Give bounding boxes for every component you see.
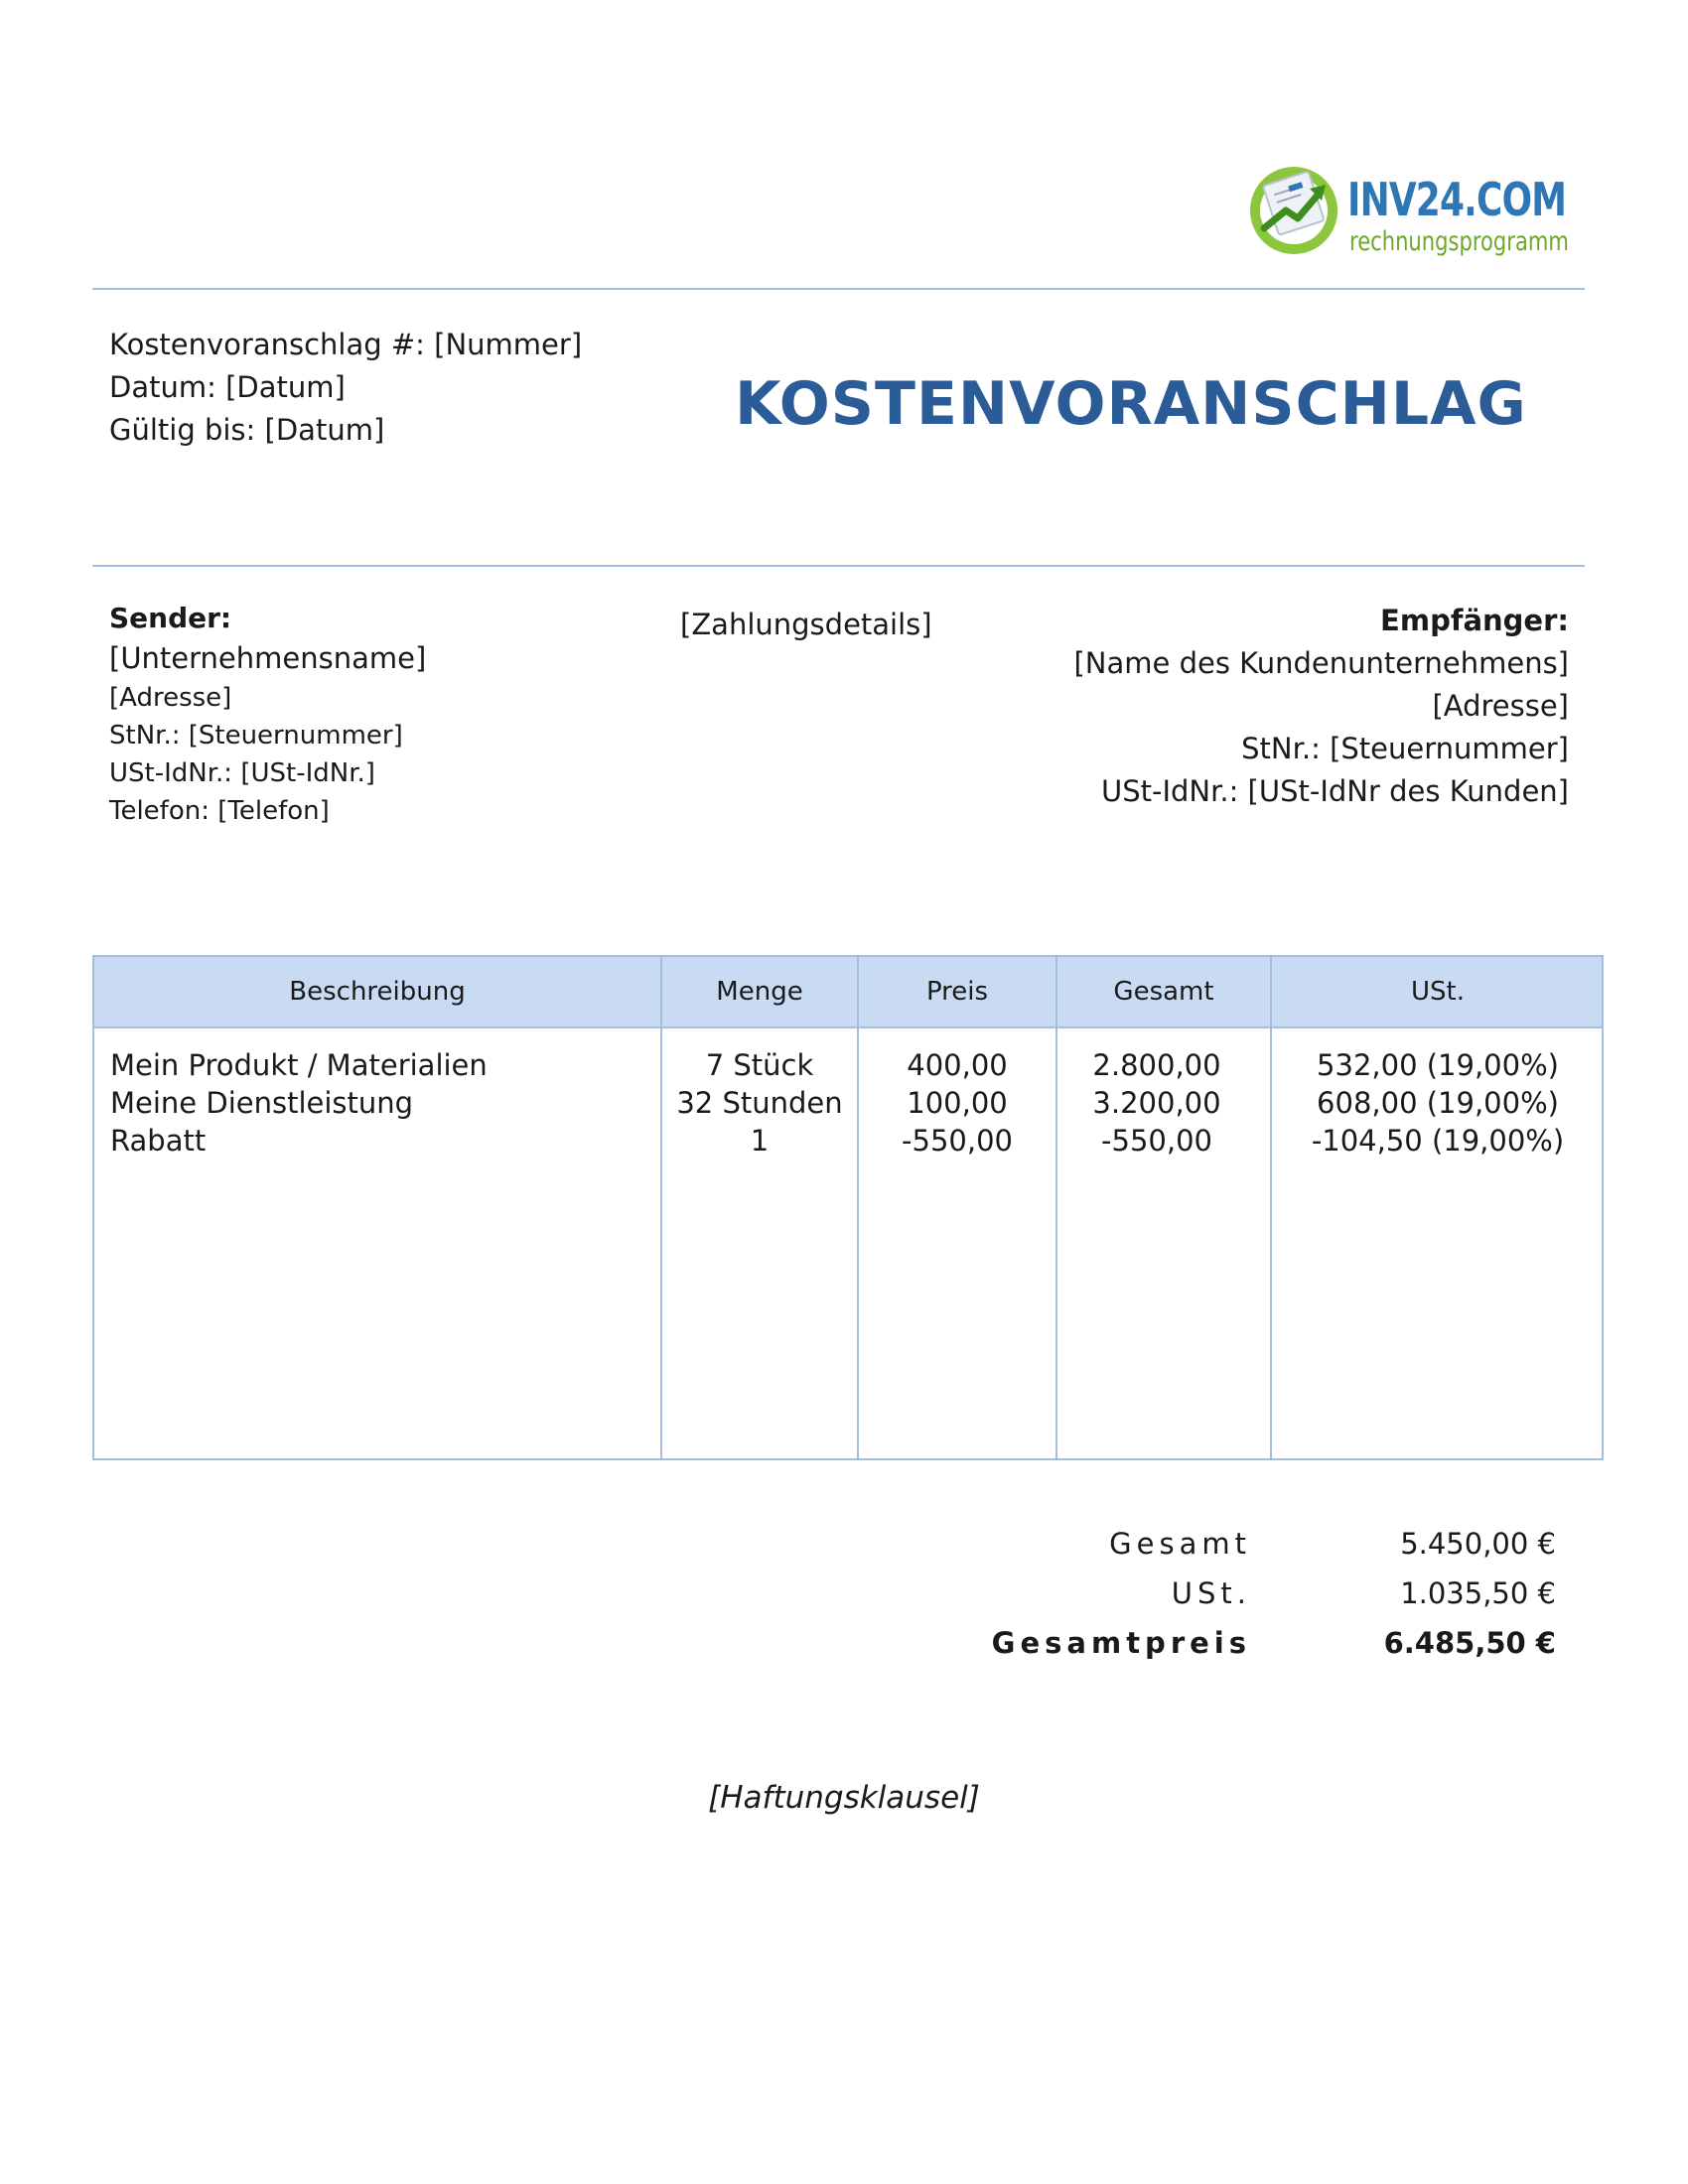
table-cell: 100,00	[907, 1086, 1008, 1120]
quantity-cells	[662, 1046, 857, 1160]
recipient-label: Empfänger:	[1380, 604, 1569, 637]
column-price	[857, 957, 1055, 1458]
document-title: KOSTENVORANSCHLAG	[735, 369, 1527, 439]
recipient-block	[1073, 600, 1569, 813]
header-total: Gesamt	[1055, 957, 1270, 1026]
recipient-company: [Name des Kundenunternehmens]	[1073, 646, 1569, 680]
payment-details: [Zahlungsdetails]	[680, 608, 932, 641]
grand-total-label: Gesamtpreis	[991, 1626, 1251, 1660]
table-cell: Mein Produkt / Materialien	[110, 1048, 488, 1082]
table-header	[94, 957, 1602, 1028]
table-cell: 400,00	[907, 1048, 1008, 1082]
header-price: Preis	[857, 957, 1055, 1026]
sender-phone: Telefon: [Telefon]	[109, 796, 330, 826]
logo-brand: INV24.COM	[1347, 173, 1567, 226]
table-cell: -104,50 (19,00%)	[1311, 1124, 1565, 1158]
total-cells	[1057, 1046, 1256, 1160]
logo-badge-icon	[1246, 159, 1345, 258]
sender-block	[109, 600, 426, 830]
table-cell: 608,00 (19,00%)	[1317, 1086, 1559, 1120]
table-cell: 532,00 (19,00%)	[1317, 1048, 1559, 1082]
sender-tax-number: StNr.: [Steuernummer]	[109, 721, 403, 751]
table-cell: 32 Stunden	[676, 1086, 843, 1120]
quote-date: Datum: [Datum]	[109, 370, 346, 404]
net-total-label: Gesamt	[1109, 1527, 1251, 1561]
vat-total-label: USt.	[1171, 1576, 1251, 1610]
table-cell: -550,00	[902, 1124, 1013, 1158]
price-cells	[859, 1046, 1055, 1160]
company-logo	[1246, 159, 1569, 268]
line-items-table	[92, 955, 1604, 1460]
recipient-tax-number: StNr.: [Steuernummer]	[1241, 732, 1569, 765]
sender-company: [Unternehmensname]	[109, 641, 427, 675]
quote-meta	[109, 324, 582, 452]
grand-total-row	[0, 1626, 1688, 1676]
grand-total-value: 6.485,50 €	[1383, 1626, 1556, 1660]
table-cell: -550,00	[1101, 1124, 1212, 1158]
sender-label: Sender:	[109, 602, 232, 634]
vat-total-row	[0, 1576, 1688, 1626]
header-quantity: Menge	[660, 957, 857, 1026]
sender-address: [Adresse]	[109, 683, 232, 713]
section-divider	[92, 565, 1585, 567]
column-total	[1055, 957, 1270, 1458]
quote-number: Kostenvoranschlag #: [Nummer]	[109, 328, 583, 361]
net-total-value: 5.450,00 €	[1400, 1527, 1556, 1561]
header-description: Beschreibung	[289, 977, 466, 1007]
column-description	[94, 957, 660, 1458]
table-cell: 2.800,00	[1092, 1048, 1221, 1082]
recipient-address: [Adresse]	[1432, 689, 1569, 723]
header-divider	[92, 288, 1585, 290]
table-cell: 7 Stück	[705, 1048, 814, 1082]
table-cell: Meine Dienstleistung	[110, 1086, 414, 1120]
quote-valid-until: Gültig bis: [Datum]	[109, 413, 385, 447]
logo-tagline: rechnungsprogramm	[1349, 226, 1569, 257]
description-cells	[110, 1046, 488, 1160]
net-total-row	[0, 1527, 1688, 1576]
header-vat: USt.	[1270, 957, 1604, 1026]
table-cell: 3.200,00	[1092, 1086, 1221, 1120]
liability-clause: [Haftungsklausel]	[708, 1780, 980, 1816]
table-cell: Rabatt	[110, 1124, 207, 1158]
column-vat	[1270, 957, 1604, 1458]
table-cell: 1	[750, 1124, 770, 1158]
recipient-vat-id: USt-IdNr.: [USt-IdNr des Kunden]	[1100, 774, 1569, 808]
column-quantity	[660, 957, 857, 1458]
sender-vat-id: USt-IdNr.: [USt-IdNr.]	[109, 758, 375, 788]
vat-total-value: 1.035,50 €	[1400, 1576, 1556, 1610]
vat-cells	[1272, 1046, 1604, 1160]
